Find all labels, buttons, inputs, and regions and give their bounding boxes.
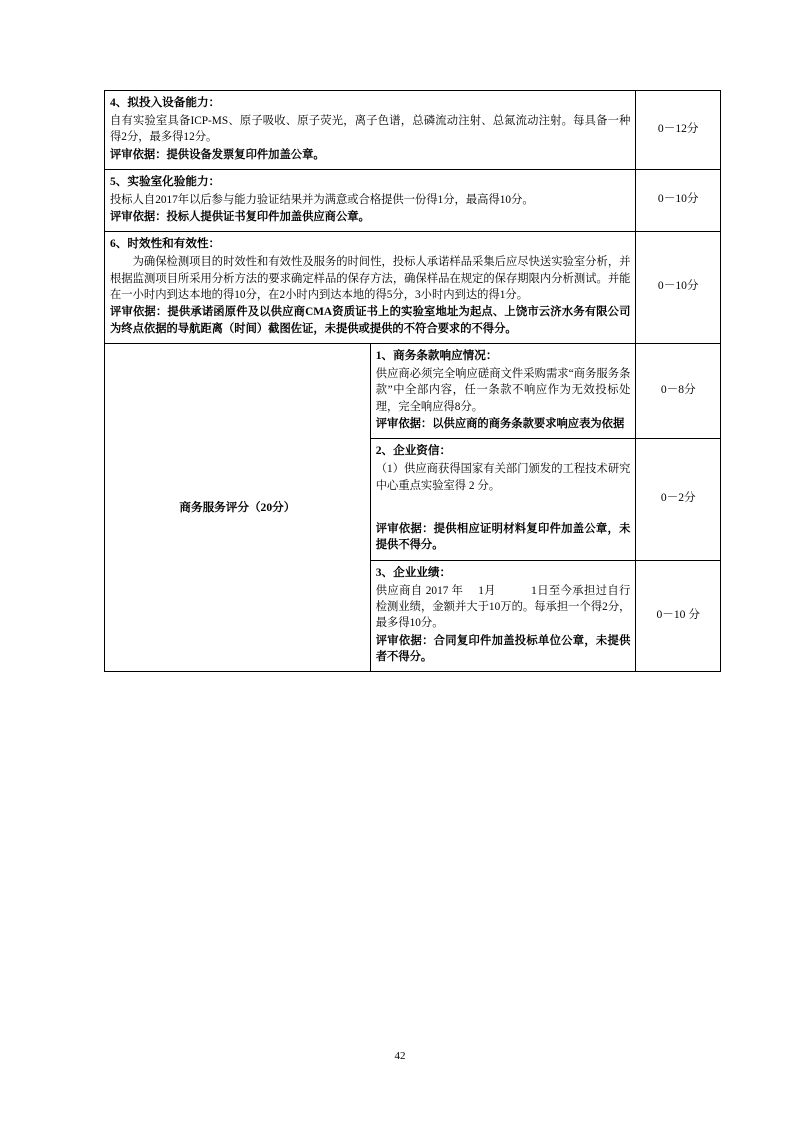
criteria-title: 5、实验室化验能力：	[110, 174, 221, 188]
criteria-basis	[376, 633, 631, 666]
criteria-basis	[376, 521, 631, 554]
criteria-cell	[370, 344, 636, 439]
criteria-basis	[110, 209, 630, 225]
criteria-cell	[105, 232, 636, 344]
criteria-basis	[110, 147, 630, 163]
criteria-cell	[370, 439, 636, 560]
basis-text: 合同复印件加盖投标单位公章，未提供者不得分。	[375, 634, 631, 664]
score-cell: 0－2分	[636, 439, 721, 560]
criteria-title: 4、拟投入设备能力：	[110, 96, 221, 109]
score-cell: 0－8分	[636, 344, 721, 439]
criteria-text: 投标人自2017年以后参与能力验证结果并为满意或合格提供一份得1分，最高得10分。	[110, 193, 534, 206]
score-cell: 0－10分	[636, 232, 721, 344]
basis-text: 提供设备发票复印件加盖公章。	[166, 148, 325, 161]
basis-label: 评审依据：	[110, 211, 167, 224]
table-row	[105, 169, 721, 232]
criteria-title: 1、商务条款响应情况：	[375, 349, 498, 363]
criteria-cell	[105, 91, 636, 170]
table-row	[105, 232, 721, 344]
basis-label: 评审依据：	[375, 634, 434, 647]
basis-label: 评审依据：	[375, 418, 433, 431]
criteria-text: 自有实验室具备ICP-MS、原子吸收、原子荧光，离子色谱，总磷流动注射、总氮流动注射。每具备一种得2分，最多得12分。	[110, 114, 631, 144]
criteria-text: 供应商必须完全响应磋商文件采购需求“商务服务条款”中全部内容，任一条款不响应作为无效投标处理，完全响应得8分。	[375, 367, 631, 413]
table-row	[105, 91, 721, 170]
score-cell: 0－10分	[636, 169, 721, 232]
score-cell: 0－12分	[636, 91, 721, 170]
criteria-cell	[370, 560, 636, 672]
criteria-text: （1）供应商获得国家有关部门颁发的工程技术研究中心重点实验室得 2 分。	[375, 463, 631, 492]
criteria-basis	[110, 304, 630, 337]
table-row	[105, 344, 721, 439]
basis-label: 评审依据：	[110, 306, 168, 319]
criteria-basis	[376, 416, 631, 432]
criteria-cell	[105, 169, 636, 232]
evaluation-criteria-table	[104, 90, 721, 672]
criteria-text: 供应商自 2017 年 1月 1日至今承担过自行检测业绩，金额并大于10万的。每承担一个得2分，最多得10分。	[375, 584, 631, 630]
basis-label: 评审依据：	[375, 522, 434, 535]
criteria-title: 6、时效性和有效性：	[110, 237, 221, 251]
criteria-text: 为确保检测项目的时效性和有效性及服务的时间性，投标人承诺样品采集后应尽快送实验室分析，并根据监测项目所采用分析方法的要求确定样品的保存方法，确保样品在规定的保存期限内分析测试。并能在一小时内到达本地的得10分，在2小时内到达本地的得5分，3小时内到达的得1分。	[110, 256, 631, 302]
criteria-title: 2、企业资信：	[375, 444, 452, 458]
score-cell: 0－10 分	[636, 560, 721, 672]
basis-label: 评审依据：	[110, 148, 167, 161]
basis-text: 投标人提供证书复印件加盖供应商公章。	[166, 211, 370, 224]
page-number: 42	[394, 1050, 406, 1062]
basis-text: 以供应商的商务条款要求响应表为依据	[432, 418, 625, 431]
criteria-title: 3、企业业绩：	[375, 565, 452, 579]
basis-text: 提供相应证明材料复印件加盖公章，未提供不得分。	[375, 522, 631, 552]
spacer	[376, 494, 631, 520]
category-cell: 商务服务评分（20分）	[105, 344, 371, 672]
basis-text: 提供承诺函原件及以供应商CMA资质证书上的实验室地址为起点、上饶市云济水务有限公司为终点依据的导航距离（时间）截图佐证，未提供或提供的不符合要求的不得分。	[110, 306, 631, 335]
